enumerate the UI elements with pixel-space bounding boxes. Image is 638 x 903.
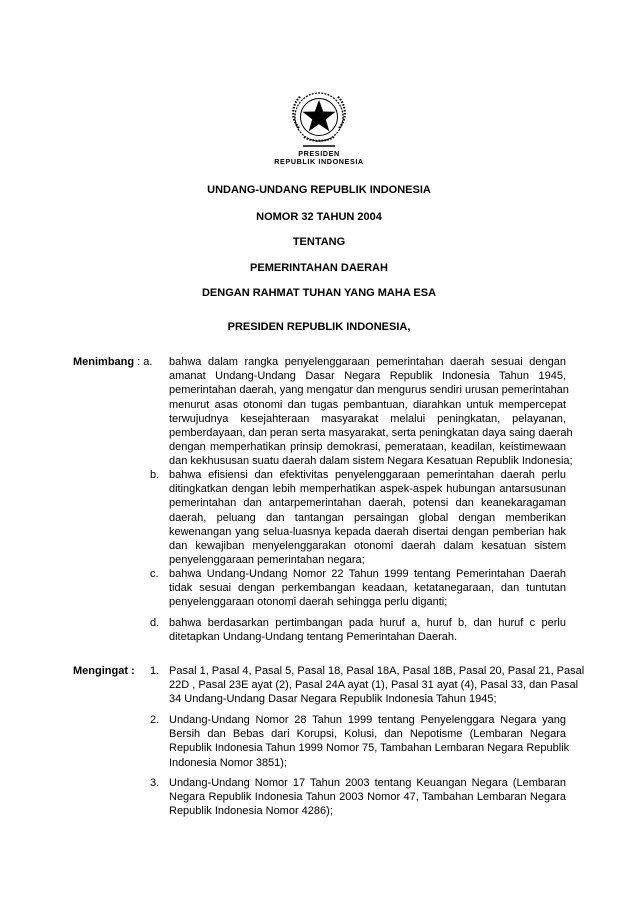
menimbang-b-line: ditingkatkan dengan lebih memperhatikan aspek-aspek hubungan antarsusunan: [169, 483, 566, 496]
mengingat-item-3: [169, 776, 566, 819]
mengingat-marker-3: 3.: [150, 777, 160, 789]
mengingat-marker-2: 2.: [150, 714, 160, 726]
menimbang-b-line: dan kewajiban menyelenggarakan otonomi daerah dalam kesatuan sistem: [169, 539, 566, 552]
menimbang-b-line: kewenangan yang selua-luasnya kepada daerah disertai dengan pemberian hak: [169, 525, 566, 538]
menimbang-b-line: pemerintahan dan antarpemerintahan daerah, potensi dan keanekaragaman: [169, 497, 566, 510]
mengingat-item-2: [169, 713, 570, 770]
menimbang-marker-c: c.: [150, 568, 159, 580]
mengingat-label-text: Mengingat :: [73, 665, 135, 677]
menimbang-first-marker: : a.: [137, 356, 153, 368]
menimbang-marker-d: d.: [150, 617, 160, 629]
menimbang-item-c: [169, 567, 566, 610]
menimbang-b-line: penyelenggaraan pemerintahan negara;: [169, 554, 365, 567]
menimbang-c-line: bahwa Undang-Undang Nomor 22 Tahun 1999 tentang Pemerintahan Daerah: [169, 568, 566, 580]
menimbang-item-a: [169, 355, 573, 469]
menimbang-a-line: dan kekhususan suatu daerah dalam sistem Negara Kesatuan Republik Indonesia;: [169, 455, 573, 468]
law-title: UNDANG-UNDANG REPUBLIK INDONESIA: [207, 184, 431, 196]
mengingat-2-line: Republik Indonesia Tahun 1999 Nomor 75, Tambahan Lembaran Negara Republik: [169, 742, 570, 755]
menimbang-a-line: dengan memperhatikan prinsip demokrasi, pemerataan, keadilan, keistimewaan: [169, 441, 566, 454]
law-number: NOMOR 32 TAHUN 2004: [256, 211, 382, 223]
mengingat-2-line: Indonesia Nomor 3851);: [169, 756, 288, 769]
menimbang-a-line: pemberdayaan, dan peran serta masyarakat, serta peningkatan daya saing daerah: [169, 426, 573, 439]
menimbang-c-line: penyelenggaraan otonomi daerah sehingga perlu diganti;: [169, 596, 448, 609]
tentang-heading: TENTANG: [292, 236, 346, 248]
mengingat-marker-1: 1.: [150, 665, 160, 677]
mengingat-3-line: Republik Indonesia Nomor 4286);: [169, 805, 333, 818]
mengingat-1-line: 34 Undang-Undang Dasar Negara Republik Indonesia Tahun 1945;: [169, 693, 497, 706]
menimbang-c-line: tidak sesuai dengan perkembangan keadaan, ketatanegaraan, dan tuntutan: [169, 582, 566, 595]
mengingat-3-line: Undang-Undang Nomor 17 Tahun 2003 tentang Keuangan Negara (Lembaran: [169, 777, 566, 789]
menimbang-b-line: daerah, peluang dan tantangan persaingan global dengan memberikan: [169, 511, 566, 524]
menimbang-a-line: amanat Undang-Undang Dasar Negara Republik Indonesia Tahun 1945,: [169, 370, 566, 383]
menimbang-item-d: [169, 616, 566, 644]
menimbang-a-line: pemerintahan daerah, yang mengatur dan mengurus sendiri urusan pemerintahan: [169, 384, 569, 397]
mengingat-label: [73, 664, 135, 678]
menimbang-item-b: [169, 468, 566, 567]
president-heading: PRESIDEN REPUBLIK INDONESIA,: [227, 321, 411, 333]
menimbang-label-text: Menimbang: [73, 356, 135, 368]
menimbang-d-line: bahwa berdasarkan pertimbangan pada huruf a, huruf b, dan huruf c perlu: [169, 617, 566, 629]
mengingat-3-line: Negara Republik Indonesia Tahun 2003 Nomor 47, Tambahan Lembaran Negara: [169, 791, 566, 804]
mengingat-item-1: [169, 664, 585, 707]
seal-caption-line1: PRESIDEN: [298, 149, 340, 158]
mengingat-1-line: Pasal 1, Pasal 4, Pasal 5, Pasal 18, Pasal 18A, Pasal 18B, Pasal 20, Pasal 21, Pasal: [169, 665, 585, 677]
menimbang-a-line: bahwa dalam rangka penyelenggaraan pemerintahan daerah sesuai dengan: [169, 356, 566, 368]
mengingat-2-line: Undang-Undang Nomor 28 Tahun 1999 tentang Penyelenggara Negara yang: [169, 714, 566, 726]
menimbang-label: [73, 355, 152, 369]
mengingat-2-line: Bersih dan Bebas dari Korupsi, Kolusi, dan Nepotisme (Lembaran Negara: [169, 728, 566, 741]
menimbang-b-line: bahwa efisiensi dan efektivitas penyelenggaraan pemerintahan daerah perlu: [169, 469, 566, 481]
menimbang-a-line: menurut asas otonomi dan tugas pembantuan, diarahkan untuk mempercepat: [169, 398, 566, 411]
menimbang-marker-b: b.: [150, 469, 160, 481]
seal-caption-line2: REPUBLIK INDONESIA: [274, 157, 364, 166]
preamble-invocation: DENGAN RAHMAT TUHAN YANG MAHA ESA: [201, 287, 437, 299]
law-subject: PEMERINTAHAN DAERAH: [250, 262, 388, 274]
menimbang-a-line: terwujudnya kesejahteraan masyarakat melalui peningkatan, pelayanan,: [169, 412, 566, 425]
menimbang-d-line: ditetapkan Undang-Undang tentang Pemerintahan Daerah.: [169, 631, 458, 644]
mengingat-1-line: 22D , Pasal 23E ayat (2), Pasal 24A ayat (1), Pasal 31 ayat (4), Pasal 33, dan Pasal: [169, 679, 579, 692]
